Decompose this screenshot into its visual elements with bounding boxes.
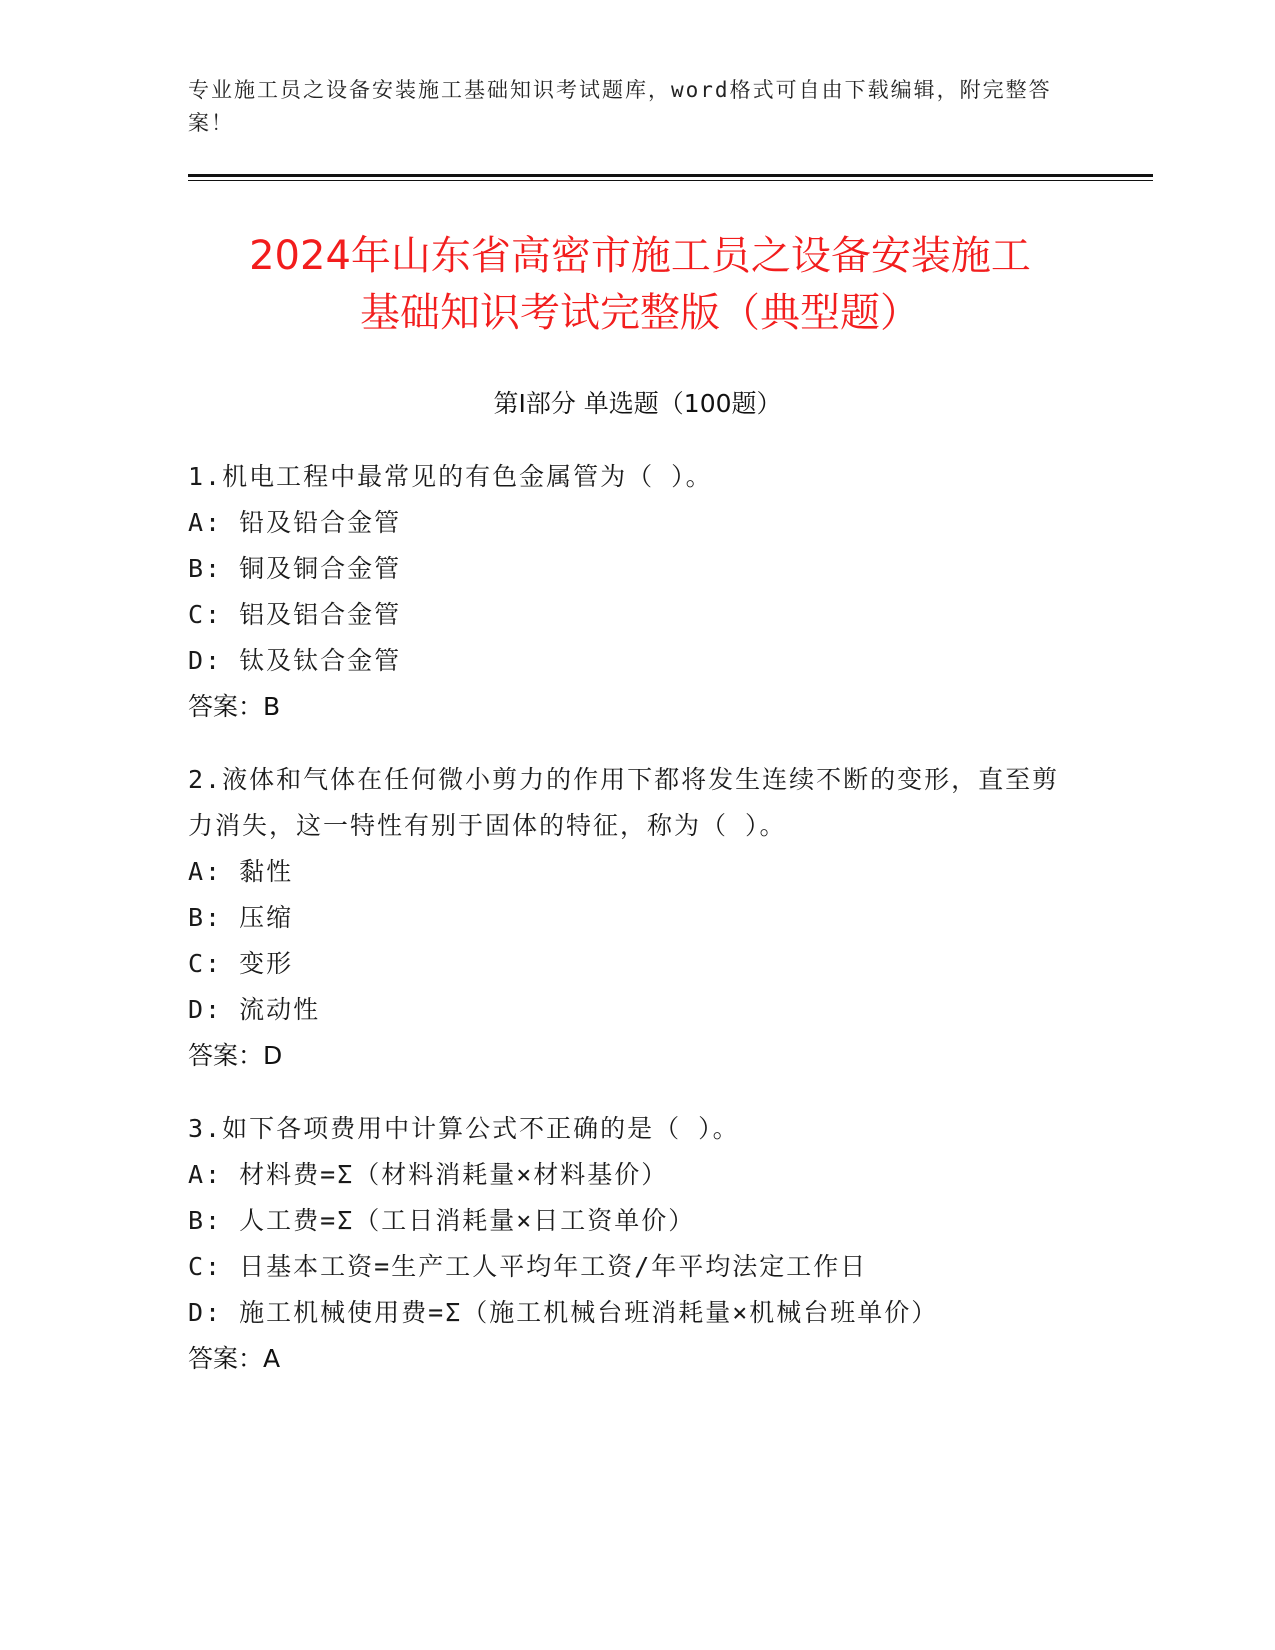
header-divider-thin [188,180,1153,181]
question-3 [188,1106,1068,1382]
option-c: C: 日基本工资=生产工人平均年工资/年平均法定工作日 [188,1252,868,1281]
answer: 答案：A [188,1344,281,1373]
answer: 答案：B [188,692,281,721]
option-c: C: 铝及铝合金管 [188,600,402,629]
question-2 [188,757,1068,1079]
section-heading: 第I部分 单选题（100题） [493,389,782,418]
header-note: 专业施工员之设备安装施工基础知识考试题库，word格式可自由下载编辑，附完整答案！ [188,78,1052,135]
question-stem: 3.如下各项费用中计算公式不正确的是（ ）。 [188,1114,740,1143]
option-d: D: 流动性 [188,995,321,1024]
document-title-line-1: 2024年山东省高密市施工员之设备安装施工 [249,233,1031,279]
question-stem: 2.液体和气体在任何微小剪力的作用下都将发生连续不断的变形，直至剪力消失，这一特性有别于固体的特征，称为（ ）。 [188,765,1060,840]
question-1 [188,454,1068,730]
option-a: A: 黏性 [188,857,294,886]
option-b: B: 人工费=Σ（工日消耗量×日工资单价） [188,1206,696,1235]
question-stem: 1.机电工程中最常见的有色金属管为（ ）。 [188,462,713,491]
option-d: D: 钛及钛合金管 [188,646,402,675]
option-a: A: 材料费=Σ（材料消耗量×材料基价） [188,1160,669,1189]
option-b: B: 压缩 [188,903,294,932]
document-title [160,228,1120,342]
option-d: D: 施工机械使用费=Σ（施工机械台班消耗量×机械台班单价） [188,1298,939,1327]
option-a: A: 铅及铅合金管 [188,508,402,537]
answer: 答案：D [188,1041,283,1070]
header-divider-thick [188,174,1153,177]
document-title-line-2: 基础知识考试完整版（典型题） [360,290,920,336]
option-c: C: 变形 [188,949,294,978]
option-b: B: 铜及铜合金管 [188,554,402,583]
